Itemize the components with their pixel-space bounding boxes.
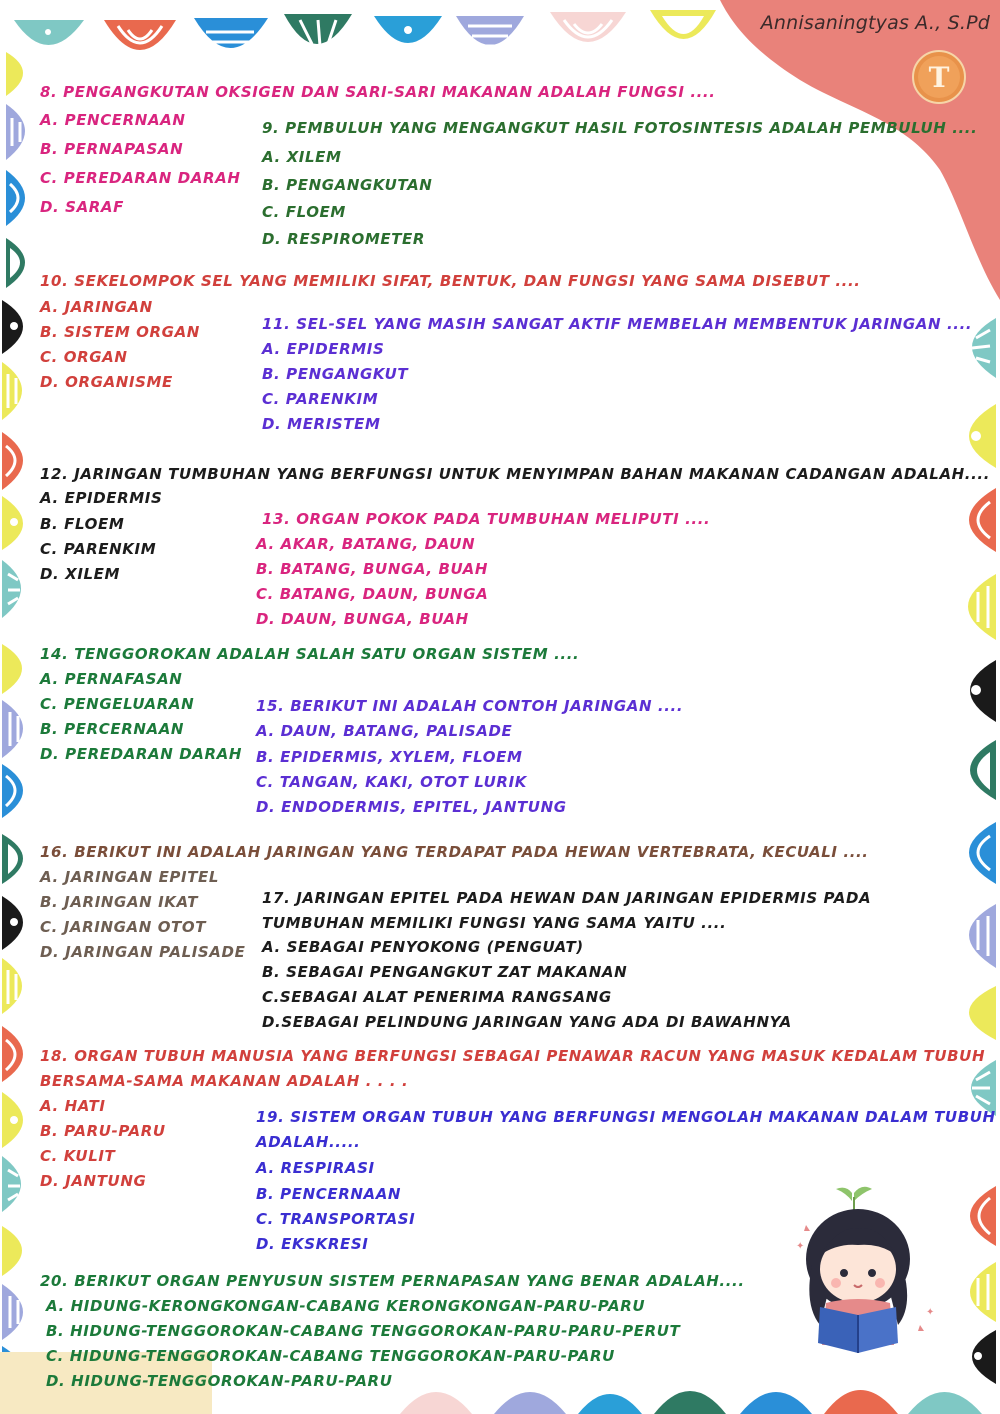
school-logo (912, 50, 966, 104)
q13-option-c[interactable]: C. BATANG, DAUN, BUNGA (256, 585, 489, 603)
q15-option-c[interactable]: C. TANGAN, KAKI, OTOT LURIK (256, 773, 527, 791)
q10-option-a[interactable]: A. JARINGAN (40, 298, 153, 316)
q15-option-b[interactable]: B. EPIDERMIS, XYLEM, FLOEM (256, 748, 523, 766)
q18-option-a[interactable]: A. HATI (40, 1097, 106, 1115)
q14-option-b[interactable]: B. PERCERNAAN (40, 720, 185, 738)
q10-option-b[interactable]: B. SISTEM ORGAN (40, 323, 200, 341)
q20-option-a[interactable]: A. HIDUNG-KERONGKONGAN-CABANG KERONGKONGAN-PARU-PARU (46, 1297, 646, 1315)
question-20: 20. BERIKUT ORGAN PENYUSUN SISTEM PERNAPASAN YANG BENAR ADALAH.... (40, 1272, 745, 1290)
q13-option-d[interactable]: D. DAUN, BUNGA, BUAH (256, 610, 469, 628)
q17-option-a[interactable]: A. SEBAGAI PENYOKONG (PENGUAT) (262, 938, 584, 956)
q14-option-d[interactable]: D. PEREDARAN DARAH (40, 745, 242, 763)
svg-text:✦: ✦ (796, 1241, 805, 1252)
q19-option-d[interactable]: D. EKSKRESI (256, 1235, 369, 1253)
q16-option-a[interactable]: A. JARINGAN EPITEL (40, 868, 220, 886)
q12-option-c[interactable]: C. PARENKIM (40, 540, 157, 558)
question-18-line2: BERSAMA-SAMA MAKANAN ADALAH . . . . (40, 1072, 409, 1090)
q9-option-d[interactable]: D. RESPIROMETER (262, 230, 426, 248)
author-name: Annisaningtyas A., S.Pd (760, 12, 990, 34)
q9-option-b[interactable]: B. PENGANGKUTAN (262, 176, 433, 194)
top-bowls (14, 10, 716, 52)
q19-option-c[interactable]: C. TRANSPORTASI (256, 1210, 416, 1228)
q10-option-d[interactable]: D. ORGANISME (40, 373, 173, 391)
q12-option-b[interactable]: B. FLOEM (40, 515, 125, 533)
q14-option-c[interactable]: C. PENGELUARAN (40, 695, 195, 713)
left-shapes (2, 52, 25, 1400)
q17-option-d[interactable]: D.SEBAGAI PELINDUNG JARINGAN YANG ADA DI BAWAHNYA (262, 1013, 792, 1031)
q16-option-c[interactable]: C. JARINGAN OTOT (40, 918, 207, 936)
q17-option-c[interactable]: C.SEBAGAI ALAT PENERIMA RANGSANG (262, 988, 612, 1006)
question-14: 14. TENGGOROKAN ADALAH SALAH SATU ORGAN SISTEM .... (40, 645, 580, 663)
girl-reading-illustration (790, 1185, 950, 1355)
q18-option-c[interactable]: C. KULIT (40, 1147, 116, 1165)
q11-option-d[interactable]: D. MERISTEM (262, 415, 381, 433)
question-13: 13. ORGAN POKOK PADA TUMBUHAN MELIPUTI .... (262, 510, 711, 528)
q18-option-b[interactable]: B. PARU-PARU (40, 1122, 166, 1140)
q13-option-b[interactable]: B. BATANG, BUNGA, BUAH (256, 560, 489, 578)
q18-option-d[interactable]: D. JANTUNG (40, 1172, 147, 1190)
question-17-line2: TUMBUHAN MEMILIKI FUNGSI YANG SAMA YAITU .... (262, 914, 727, 932)
q8-option-d[interactable]: D. SARAF (40, 198, 124, 216)
q9-option-a[interactable]: A. XILEM (262, 148, 342, 166)
q13-option-a[interactable]: A. AKAR, BATANG, DAUN (256, 535, 476, 553)
q11-option-a[interactable]: A. EPIDERMIS (262, 340, 385, 358)
question-19-line2: ADALAH..... (256, 1133, 361, 1151)
q17-option-b[interactable]: B. SEBAGAI PENGANGKUT ZAT MAKANAN (262, 963, 628, 981)
question-18: 18. ORGAN TUBUH MANUSIA YANG BERFUNGSI SEBAGAI PENAWAR RACUN YANG MASUK KEDALAM TUBUH (40, 1047, 986, 1065)
q20-option-d[interactable]: D. HIDUNG-TENGGOROKAN-PARU-PARU (46, 1372, 393, 1390)
question-16: 16. BERIKUT INI ADALAH JARINGAN YANG TERDAPAT PADA HEWAN VERTEBRATA, KECUALI .... (40, 843, 869, 861)
q16-option-b[interactable]: B. JARINGAN IKAT (40, 893, 199, 911)
q8-option-b[interactable]: B. PERNAPASAN (40, 140, 184, 158)
corner-blob (720, 0, 1000, 300)
q11-option-b[interactable]: B. PENGANGKUT (262, 365, 409, 383)
logo-letter: T (928, 60, 950, 94)
q8-option-a[interactable]: A. PENCERNAAN (40, 111, 186, 129)
q15-option-d[interactable]: D. ENDODERMIS, EPITEL, JANTUNG (256, 798, 567, 816)
question-12: 12. JARINGAN TUMBUHAN YANG BERFUNGSI UNTUK MENYIMPAN BAHAN MAKANAN CADANGAN ADALAH.... (40, 465, 990, 483)
question-8: 8. PENGANGKUTAN OKSIGEN DAN SARI-SARI MAKANAN ADALAH FUNGSI .... (40, 83, 716, 101)
q19-option-a[interactable]: A. RESPIRASI (256, 1159, 375, 1177)
question-19: 19. SISTEM ORGAN TUBUH YANG BERFUNGSI MENGOLAH MAKANAN DALAM TUBUH (256, 1108, 996, 1126)
question-11: 11. SEL-SEL YANG MASIH SANGAT AKTIF MEMBELAH MEMBENTUK JARINGAN .... (262, 315, 973, 333)
q20-option-c[interactable]: C. HIDUNG-TENGGOROKAN-CABANG TENGGOROKAN-PARU-PARU (46, 1347, 615, 1365)
question-15: 15. BERIKUT INI ADALAH CONTOH JARINGAN .... (256, 697, 684, 715)
q12-option-d[interactable]: D. XILEM (40, 565, 121, 583)
q20-option-b[interactable]: B. HIDUNG-TENGGOROKAN-CABANG TENGGOROKAN-PARU-PARU-PERUT (46, 1322, 681, 1340)
q8-option-c[interactable]: C. PEREDARAN DARAH (40, 169, 241, 187)
q14-option-a[interactable]: A. PERNAFASAN (40, 670, 183, 688)
q19-option-b[interactable]: B. PENCERNAAN (256, 1185, 402, 1203)
svg-text:✦: ✦ (926, 1307, 935, 1318)
question-10: 10. SEKELOMPOK SEL YANG MEMILIKI SIFAT, BENTUK, DAN FUNGSI YANG SAMA DISEBUT .... (40, 272, 861, 290)
q15-option-a[interactable]: A. DAUN, BATANG, PALISADE (256, 722, 513, 740)
q9-option-c[interactable]: C. FLOEM (262, 203, 346, 221)
q12-option-a[interactable]: A. EPIDERMIS (40, 489, 163, 507)
question-9: 9. PEMBULUH YANG MENGANGKUT HASIL FOTOSINTESIS ADALAH PEMBULUH .... (262, 119, 978, 137)
q16-option-d[interactable]: D. JARINGAN PALISADE (40, 943, 246, 961)
q10-option-c[interactable]: C. ORGAN (40, 348, 128, 366)
question-17: 17. JARINGAN EPITEL PADA HEWAN DAN JARINGAN EPIDERMIS PADA (262, 889, 872, 907)
q11-option-c[interactable]: C. PARENKIM (262, 390, 379, 408)
